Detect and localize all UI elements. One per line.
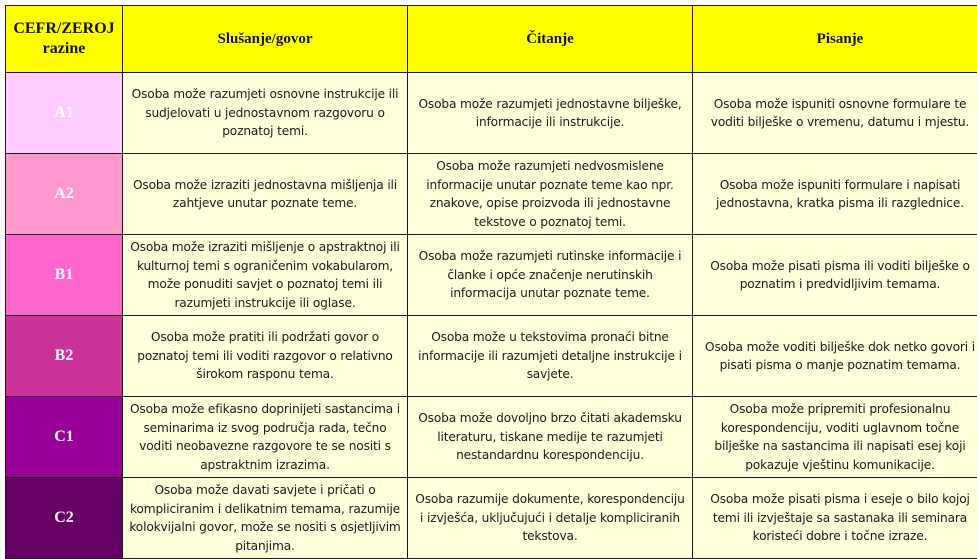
header-level: CEFR/ZEROJ razine	[6, 6, 123, 73]
listening-speaking-cell: Osoba može izraziti mišljenje o apstraktnoj ili kulturnoj temi s ograničenim vokabularom, može ponuditi savjet o poznatoj temi ili razumjeti instrukcije ili oglase.	[123, 235, 408, 316]
table-row	[6, 478, 977, 559]
listening-speaking-cell: Osoba može razumjeti osnovne instrukcije ili sudjelovati u jednostavnom razgovoru o poznatoj temi.	[123, 73, 408, 154]
level-cell: C2	[6, 478, 123, 559]
table-row	[6, 154, 977, 235]
level-cell: A2	[6, 154, 123, 235]
table-row	[6, 73, 977, 154]
header-listening-speaking: Slušanje/govor	[123, 6, 408, 73]
table-row	[6, 316, 977, 397]
writing-cell: Osoba može ispuniti osnovne formulare te voditi bilješke o vremenu, datumu i mjestu.	[693, 73, 977, 154]
reading-cell: Osoba može razumjeti jednostavne bilješke, informacije ili instrukcije.	[408, 73, 693, 154]
cefr-table-container	[5, 5, 977, 559]
reading-cell: Osoba može razumjeti rutinske informacije i članke i opće značenje nerutinskih informacija unutar poznate teme.	[408, 235, 693, 316]
reading-cell: Osoba razumije dokumente, korespondenciju i izvješća, uključujući i detalje kompliciranih tekstova.	[408, 478, 693, 559]
header-writing: Pisanje	[693, 6, 977, 73]
cefr-levels-table	[5, 5, 977, 559]
level-cell: B2	[6, 316, 123, 397]
listening-speaking-cell: Osoba može efikasno doprinijeti sastancima i seminarima iz svog područja rada, tečno voditi neobavezne razgovore te se nositi s apstraktnim izrazima.	[123, 397, 408, 478]
writing-cell: Osoba može voditi bilješke dok netko govori i pisati pisma o manje poznatim temama.	[693, 316, 977, 397]
table-row	[6, 397, 977, 478]
listening-speaking-cell: Osoba može izraziti jednostavna mišljenja ili zahtjeve unutar poznate teme.	[123, 154, 408, 235]
reading-cell: Osoba može u tekstovima pronaći bitne informacije ili razumjeti detaljne instrukcije i savjete.	[408, 316, 693, 397]
level-cell: A1	[6, 73, 123, 154]
writing-cell: Osoba može pripremiti profesionalnu korespondenciju, voditi uglavnom točne bilješke na sastancima ili napisati esej koji pokazuje vještinu komunikacije.	[693, 397, 977, 478]
listening-speaking-cell: Osoba može pratiti ili podržati govor o poznatoj temi ili voditi razgovor o relativno širokom rasponu tema.	[123, 316, 408, 397]
level-cell: C1	[6, 397, 123, 478]
header-reading: Čitanje	[408, 6, 693, 73]
table-header-row	[6, 6, 977, 73]
writing-cell: Osoba može pisati pisma i eseje o bilo kojoj temi ili izvještaje sa sastanaka ili seminara koristeći dobre i točne izraze.	[693, 478, 977, 559]
listening-speaking-cell: Osoba može davati savjete i pričati o kompliciranim i delikatnim temama, razumije kolokvijalni govor, može se nositi s osjetljivim pitanjima.	[123, 478, 408, 559]
writing-cell: Osoba može pisati pisma ili voditi bilješke o poznatim i predvidljivim temama.	[693, 235, 977, 316]
level-cell: B1	[6, 235, 123, 316]
writing-cell: Osoba može ispuniti formulare i napisati jednostavna, kratka pisma ili razglednice.	[693, 154, 977, 235]
table-row	[6, 235, 977, 316]
reading-cell: Osoba može razumjeti nedvosmislene informacije unutar poznate teme kao npr. znakove, opise proizvoda ili jednostavne tekstove o poznatoj temi.	[408, 154, 693, 235]
reading-cell: Osoba može dovoljno brzo čitati akademsku literaturu, tiskane medije te razumjeti nestandardnu korespondenciju.	[408, 397, 693, 478]
